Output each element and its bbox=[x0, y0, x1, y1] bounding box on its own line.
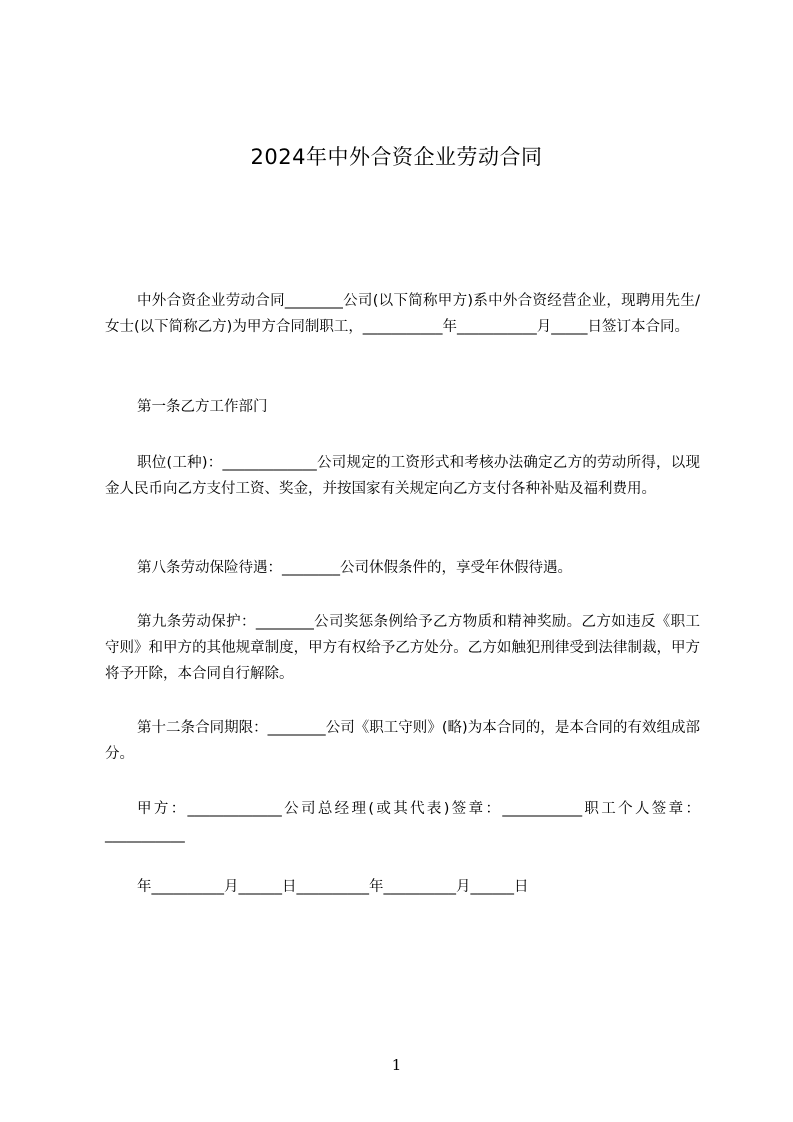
paragraph-article-8: 第八条劳动保险待遇：________公司休假条件的，享受年休假待遇。 bbox=[137, 560, 572, 576]
document-title: 2024年中外合资企业劳动合同 bbox=[250, 145, 543, 169]
paragraph-article-12: 第十二条合同期限：________公司《职工守则》(略)为本合同的，是本合同的有效组成部分。 bbox=[105, 720, 700, 762]
page-number: 1 bbox=[391, 1056, 402, 1074]
paragraph-article-1: 第一条乙方工作部门 bbox=[137, 399, 268, 415]
paragraph-intro: 中外合资企业劳动合同________公司(以下简称甲方)系中外合资经营企业，现聘用先生/女士(以下简称乙方)为甲方合同制职工，___________年___________月_____日签订本合同。 bbox=[105, 293, 700, 335]
paragraph-signatures: 甲方：_____________公司总经理(或其代表)签章：___________职工个人签章：___________ bbox=[105, 801, 700, 843]
paragraph-article-9: 第九条劳动保护：________公司奖惩条例给予乙方物质和精神奖励。乙方如违反《职工守则》和甲方的其他规章制度，甲方有权给予乙方处分。乙方如触犯刑律受到法律制裁，甲方将予开除，本合同自行解除。 bbox=[105, 614, 700, 682]
paragraph-position: 职位(工种)：_____________公司规定的工资形式和考核办法确定乙方的劳动所得，以现金人民币向乙方支付工资、奖金，并按国家有关规定向乙方支付各种补贴及福利费用。 bbox=[105, 455, 700, 497]
paragraph-dates: 年__________月______日__________年__________月______日 bbox=[137, 879, 529, 895]
